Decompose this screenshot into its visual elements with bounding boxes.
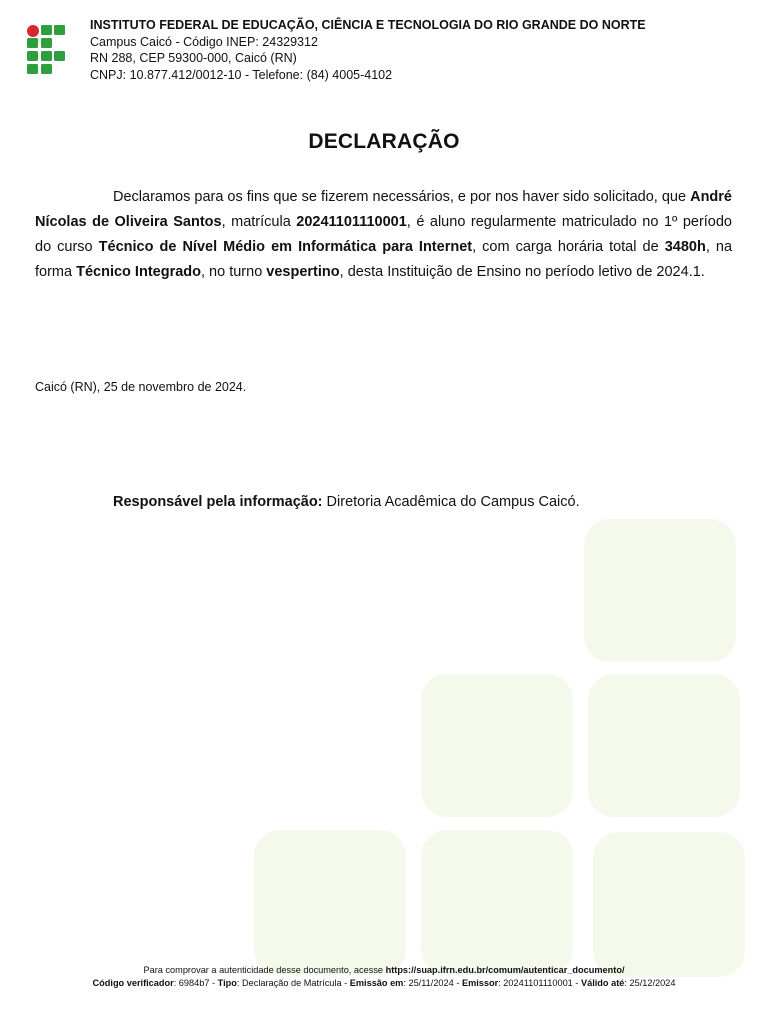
issued-label: Emissão em (349, 977, 404, 988)
code-label: Código verificador (92, 977, 174, 988)
document-footer (0, 964, 768, 989)
code-value: : 6984b7 - (173, 977, 218, 988)
institution-name: INSTITUTO FEDERAL DE EDUCAÇÃO, CIÊNCIA E TECNOLOGIA DO RIO GRANDE DO NORTE (90, 18, 646, 32)
responsible-line (113, 494, 580, 510)
declaration-text: , é aluno regularmente matriculado no 1º período do curso (35, 214, 732, 255)
watermark-square (588, 674, 740, 817)
watermark-square (584, 519, 736, 662)
issued-value: : 25/11/2024 - (403, 977, 462, 988)
responsible-value: Diretoria Acadêmica do Campus Caicó. (326, 494, 580, 510)
valid-value: : 25/12/2024 (624, 977, 676, 988)
shift: vespertino (266, 264, 340, 280)
verification-text: Para comprovar a autenticidade desse documento, acesse (143, 965, 384, 975)
declaration-text: , com carga horária total de (472, 239, 659, 255)
declaration-text: Declaramos para os fins que se fizerem necessários, e por nos haver sido solicitado, que (113, 189, 687, 205)
valid-label: Válido até (580, 977, 625, 988)
declaration-text: , matrícula (221, 214, 291, 230)
issuer-value: : 20241101110001 - (498, 977, 581, 988)
cnpj-line: CNPJ: 10.877.412/0012-10 - Telefone: (84) 4005-4102 (90, 67, 393, 82)
registration-number: 20241101110001 (296, 214, 407, 230)
declaration-paragraph (35, 185, 732, 285)
institution-logo-icon (26, 24, 68, 74)
issuer-label: Emissor (461, 977, 499, 988)
workload: 3480h (664, 239, 706, 255)
address-line: RN 288, CEP 59300-000, Caicó (RN) (90, 51, 297, 65)
declaration-text: , na forma (35, 239, 733, 280)
watermark-square (421, 674, 573, 817)
document-title: DECLARAÇÃO (308, 130, 460, 153)
place-date: Caicó (RN), 25 de novembro de 2024. (35, 380, 247, 394)
responsible-label: Responsável pela informação: (113, 494, 323, 510)
declaration-text: , desta Instituição de Ensino no período letivo de 2024.1. (339, 264, 705, 280)
watermark-square (254, 830, 406, 975)
course-name: Técnico de Nível Médio em Informática para Internet (98, 239, 473, 255)
watermark-square (421, 830, 573, 975)
campus-line: Campus Caicó - Código INEP: 24329312 (90, 34, 318, 49)
verification-line (0, 964, 768, 977)
document-header (90, 17, 750, 83)
declaration-text: , no turno (201, 264, 263, 280)
watermark-square (593, 832, 745, 977)
course-form: Técnico Integrado (76, 264, 201, 280)
metadata-line (0, 977, 768, 990)
type-value: : Declaração de Matrícula - (236, 977, 350, 988)
student-name: André Nícolas de Oliveira Santos (35, 189, 732, 230)
type-label: Tipo (217, 977, 237, 988)
verification-url[interactable]: https://suap.ifrn.edu.br/comum/autenticar_documento/ (385, 965, 625, 975)
